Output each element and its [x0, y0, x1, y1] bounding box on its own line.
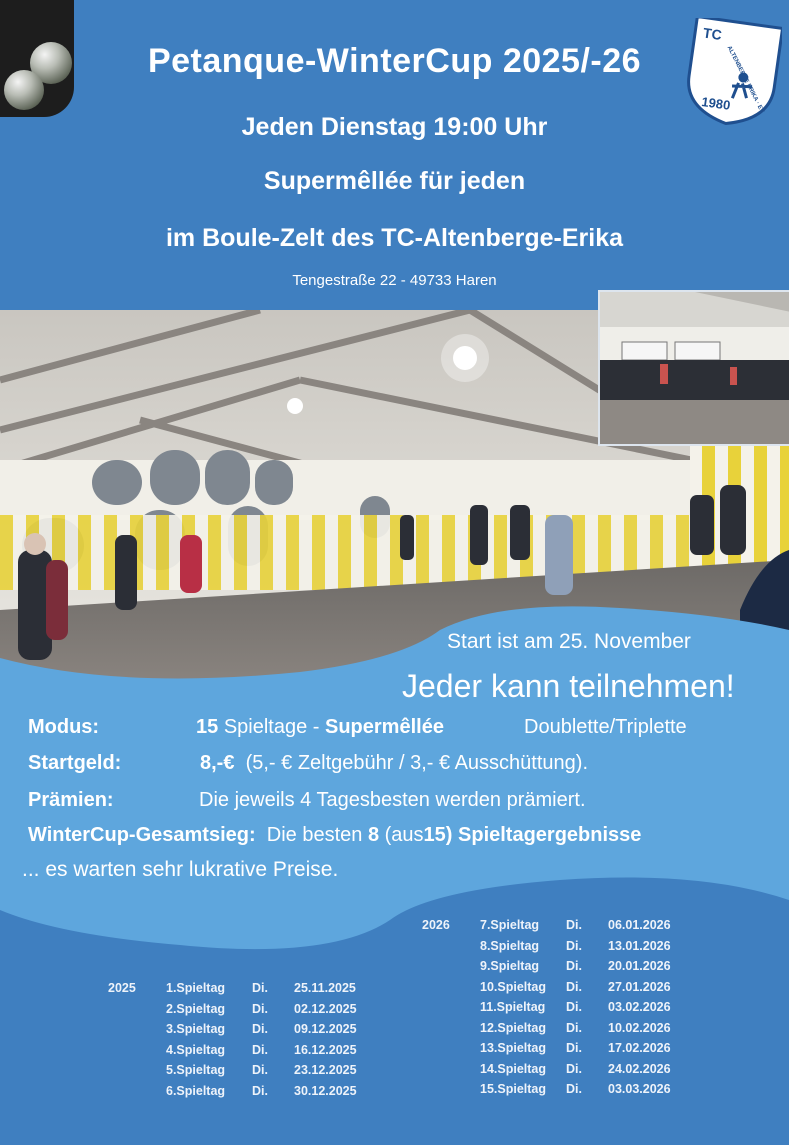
- schedule-2025-year: 2025: [108, 981, 136, 995]
- gesamtsieg-text3: Spieltagergebnisse: [458, 824, 642, 846]
- gesamtsieg-n1: 8: [367, 824, 380, 846]
- venue-line: im Boule-Zelt des TC-Altenberge-Erika: [165, 224, 624, 252]
- group-photo: [598, 290, 789, 446]
- startgeld-amount: 8,-€: [200, 752, 235, 774]
- logo-name-text: ALTENBERGE ERIKA · EV: [725, 45, 765, 115]
- club-logo: [684, 18, 782, 126]
- participation-text: Jeder kann teilnehmen!: [402, 668, 735, 704]
- address-line: Tengestraße 22 - 49733 Haren: [292, 272, 497, 289]
- prizes-text: ... es warten sehr lukrative Preise.: [22, 858, 339, 881]
- praemien-row: [28, 789, 586, 812]
- gesamtsieg-n2: 15): [423, 824, 453, 846]
- modus-row: [28, 716, 687, 739]
- startgeld-row: [28, 752, 588, 775]
- gesamtsieg-row: [28, 824, 641, 847]
- gesamtsieg-text2: (aus: [384, 824, 424, 846]
- modus-type: Supermêllée: [325, 716, 444, 738]
- schedule-time-line: Jeden Dienstag 19:00 Uhr: [241, 113, 548, 141]
- logo-tc-text: TC: [702, 24, 723, 43]
- start-date-text: Start ist am 25. November: [447, 630, 691, 653]
- modus-label: Modus:: [28, 716, 100, 738]
- modus-text: Spieltage -: [223, 716, 320, 738]
- modus-count: 15: [196, 716, 219, 738]
- praemien-label: Prämien:: [28, 789, 114, 811]
- startgeld-label: Startgeld:: [28, 752, 122, 774]
- gesamtsieg-label: WinterCup-Gesamtsieg:: [28, 824, 256, 846]
- schedule-2026-year: 2026: [422, 918, 450, 932]
- poster-title: Petanque-WinterCup 2025/-26: [147, 42, 642, 80]
- logo-year-text: 1980: [700, 93, 732, 113]
- supermelee-line: Supermêllée für jeden: [263, 167, 526, 195]
- praemien-text: Die jeweils 4 Tagesbesten werden prämiert.: [199, 789, 586, 811]
- modus-format: Doublette/Triplette: [524, 716, 687, 738]
- startgeld-text: (5,- € Zeltgebühr / 3,- € Ausschüttung).: [245, 752, 588, 774]
- gesamtsieg-text1: Die besten: [266, 824, 363, 846]
